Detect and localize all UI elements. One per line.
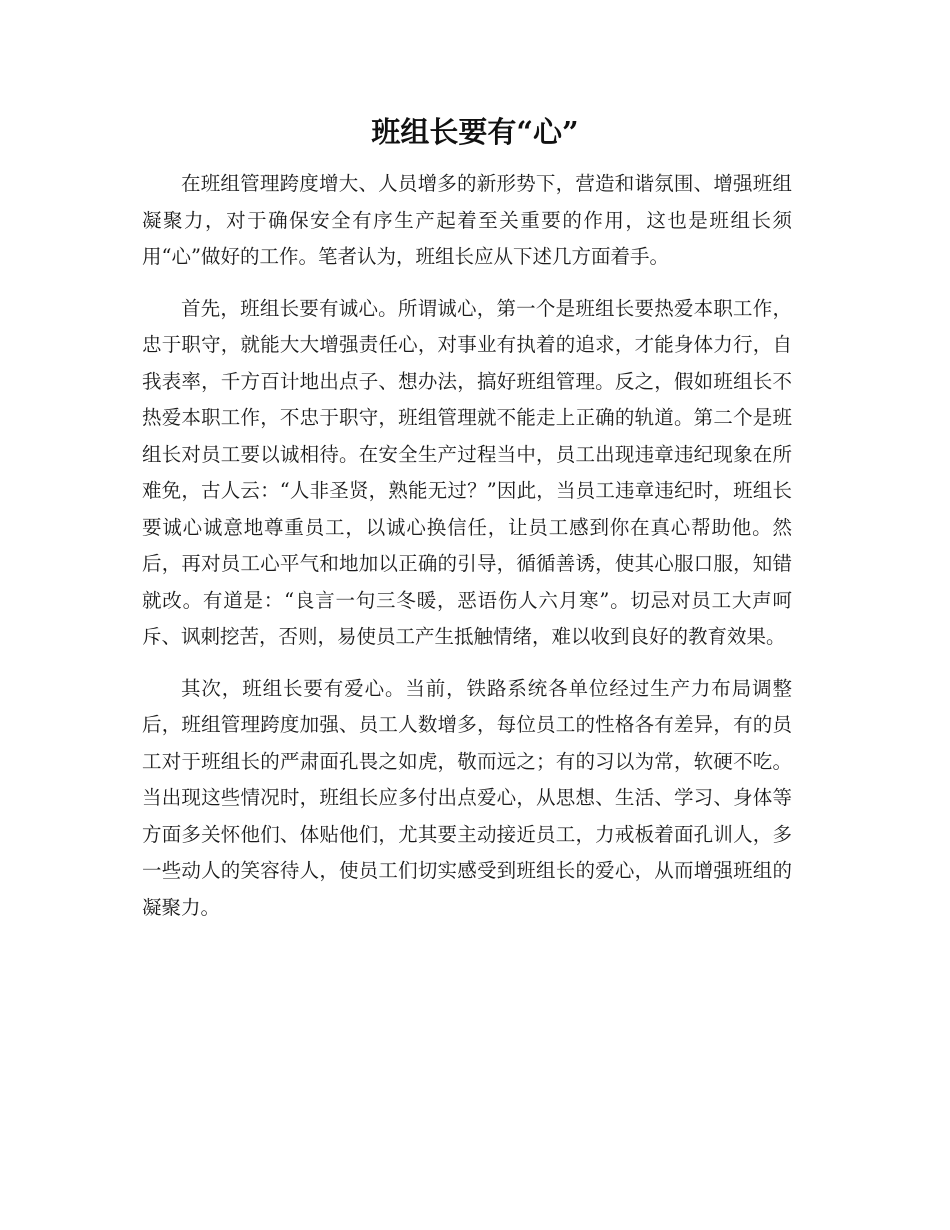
- document-title: 班组长要有“心”: [371, 115, 579, 149]
- document-body: [142, 166, 792, 926]
- paragraph-sincerity: 首先，班组长要有诚心。所谓诚心，第一个是班组长要热爱本职工作，忠于职守，就能大大增强责任心，对事业有执着的追求，才能身体力行，自我表率，千方百计地出点子、想办法，搞好班组管理。反之，假如班组长不热爱本职工作，不忠于职守，班组管理就不能走上正确的轨道。第二个是班组长对员工要以诚相待。在安全生产过程当中，员工出现违章违纪现象在所难免，古人云：“人非圣贤，熟能无过？”因此，当员工违章违纪时，班组长要诚心诚意地尊重员工，以诚心换信任，让员工感到你在真心帮助他。然后，再对员工心平气和地加以正确的引导，循循善诱，使其心服口服，知错就改。有道是：“良言一句三冬暖，恶语伤人六月寒”。切忌对员工大声呵斥、讽刺挖苦，否则，易使员工产生抵触情绪，难以收到良好的教育效果。: [142, 296, 792, 648]
- paragraph-love: 其次，班组长要有爱心。当前，铁路系统各单位经过生产力布局调整后，班组管理跨度加强、员工人数增多，每位员工的性格各有差异，有的员工对于班组长的严肃面孔畏之如虎，敬而远之；有的习以为常，软硬不吃。当出现这些情况时，班组长应多付出点爱心，从思想、生活、学习、身体等方面多关怀他们、体贴他们，尤其要主动接近员工，力戒板着面孔训人，多一些动人的笑容待人，使员工们切实感受到班组长的爱心，从而增强班组的凝聚力。: [142, 676, 792, 919]
- paragraph-intro: 在班组管理跨度增大、人员增多的新形势下，营造和谐氛围、增强班组凝聚力，对于确保安全有序生产起着至关重要的作用，这也是班组长须用“心”做好的工作。笔者认为，班组长应从下述几方面着手。: [142, 172, 792, 268]
